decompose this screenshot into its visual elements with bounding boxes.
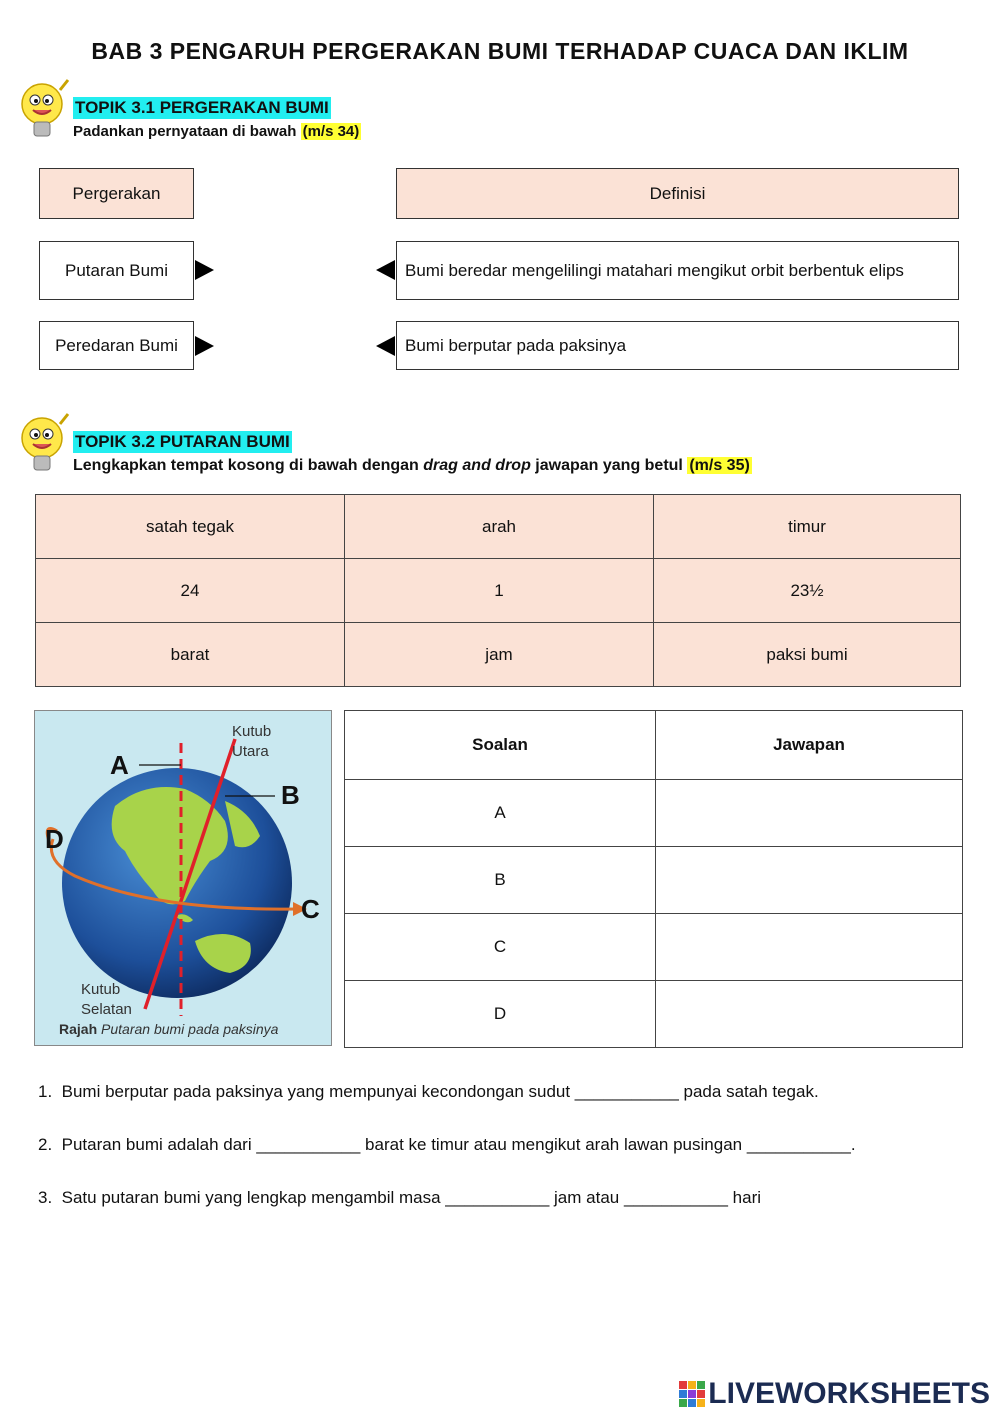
south-pole-label: Kutub <box>81 981 121 998</box>
lightbulb-mascot-icon <box>16 76 72 146</box>
marker-a: A <box>110 750 129 780</box>
question-label: C <box>345 914 656 981</box>
question-label: D <box>345 981 656 1048</box>
topic-3-1-heading: TOPIK 3.1 PERGERAKAN BUMI <box>75 98 329 117</box>
marker-d: D <box>45 824 64 854</box>
draggable-word[interactable]: satah tegak <box>36 495 345 559</box>
page-title: BAB 3 PENGARUH PERGERAKAN BUMI TERHADAP CUACA DAN IKLIM <box>91 38 909 64</box>
matching-left-item[interactable]: Peredaran Bumi <box>39 321 194 370</box>
draggable-word[interactable]: barat <box>36 623 345 687</box>
fill-in-question: 3. Satu putaran bumi yang lengkap mengambil masa ___________ jam atau ___________ hari <box>38 1188 762 1207</box>
figure-caption: Rajah Putaran bumi pada paksinya <box>59 1021 279 1037</box>
question-label: B <box>345 847 656 914</box>
marker-c: C <box>301 894 320 924</box>
draggable-word[interactable]: paksi bumi <box>654 623 961 687</box>
draggable-word[interactable]: 1 <box>345 559 654 623</box>
draggable-word[interactable]: 23½ <box>654 559 961 623</box>
word-bank-table <box>35 494 961 687</box>
answer-drop-zone[interactable] <box>656 914 963 981</box>
liveworksheets-logo: LIVEWORKSHEETS <box>679 1377 990 1411</box>
matching-right-item[interactable]: Bumi berputar pada paksinya <box>396 321 959 370</box>
matching-right-header: Definisi <box>396 168 959 219</box>
matching-left-item[interactable]: Putaran Bumi <box>39 241 194 300</box>
table-row <box>345 914 963 981</box>
south-pole-label: Selatan <box>81 1001 132 1018</box>
lightbulb-mascot-icon <box>16 410 72 480</box>
word-bank-row <box>36 623 961 687</box>
marker-b: B <box>281 780 300 810</box>
fill-in-question: 2. Putaran bumi adalah dari ___________ barat ke timur atau mengikut arah lawan pusingan ___________. <box>38 1135 856 1154</box>
north-pole-label: Kutub <box>232 723 272 740</box>
fill-in-question: 1. Bumi berputar pada paksinya yang mempunyai kecondongan sudut ___________ pada satah tegak. <box>38 1082 819 1101</box>
match-connector-right-icon[interactable] <box>195 260 214 280</box>
topic-3-1-instruction: Padankan pernyataan di bawah (m/s 34) <box>73 123 360 140</box>
match-connector-right-icon[interactable] <box>195 336 214 356</box>
earth-rotation-figure <box>34 710 332 1046</box>
word-bank-row <box>36 559 961 623</box>
topic-3-2-instruction: Lengkapkan tempat kosong di bawah dengan drag and drop jawapan yang betul (m/s 35) <box>73 457 750 474</box>
column-header: Jawapan <box>656 711 963 780</box>
earth-globe-illustration <box>35 711 331 1045</box>
match-connector-left-icon[interactable] <box>376 336 395 356</box>
answer-drop-zone[interactable] <box>656 981 963 1048</box>
draggable-word[interactable]: timur <box>654 495 961 559</box>
north-pole-label: Utara <box>232 743 269 760</box>
table-row <box>345 981 963 1048</box>
table-row <box>345 847 963 914</box>
matching-left-header: Pergerakan <box>39 168 194 219</box>
table-row <box>345 780 963 847</box>
answer-drop-zone[interactable] <box>656 780 963 847</box>
question-label: A <box>345 780 656 847</box>
topic-3-2-heading: TOPIK 3.2 PUTARAN BUMI <box>75 432 290 451</box>
answer-drop-zone[interactable] <box>656 847 963 914</box>
draggable-word[interactable]: arah <box>345 495 654 559</box>
page-reference: (m/s 34) <box>302 123 360 140</box>
matching-right-item[interactable]: Bumi beredar mengelilingi matahari mengikut orbit berbentuk elips <box>396 241 959 300</box>
answer-table <box>344 710 963 1048</box>
draggable-word[interactable]: jam <box>345 623 654 687</box>
match-connector-left-icon[interactable] <box>376 260 395 280</box>
liveworksheets-logo-icon <box>679 1381 705 1407</box>
column-header: Soalan <box>345 711 656 780</box>
word-bank-row <box>36 495 961 559</box>
draggable-word[interactable]: 24 <box>36 559 345 623</box>
page-reference: (m/s 35) <box>689 457 750 474</box>
